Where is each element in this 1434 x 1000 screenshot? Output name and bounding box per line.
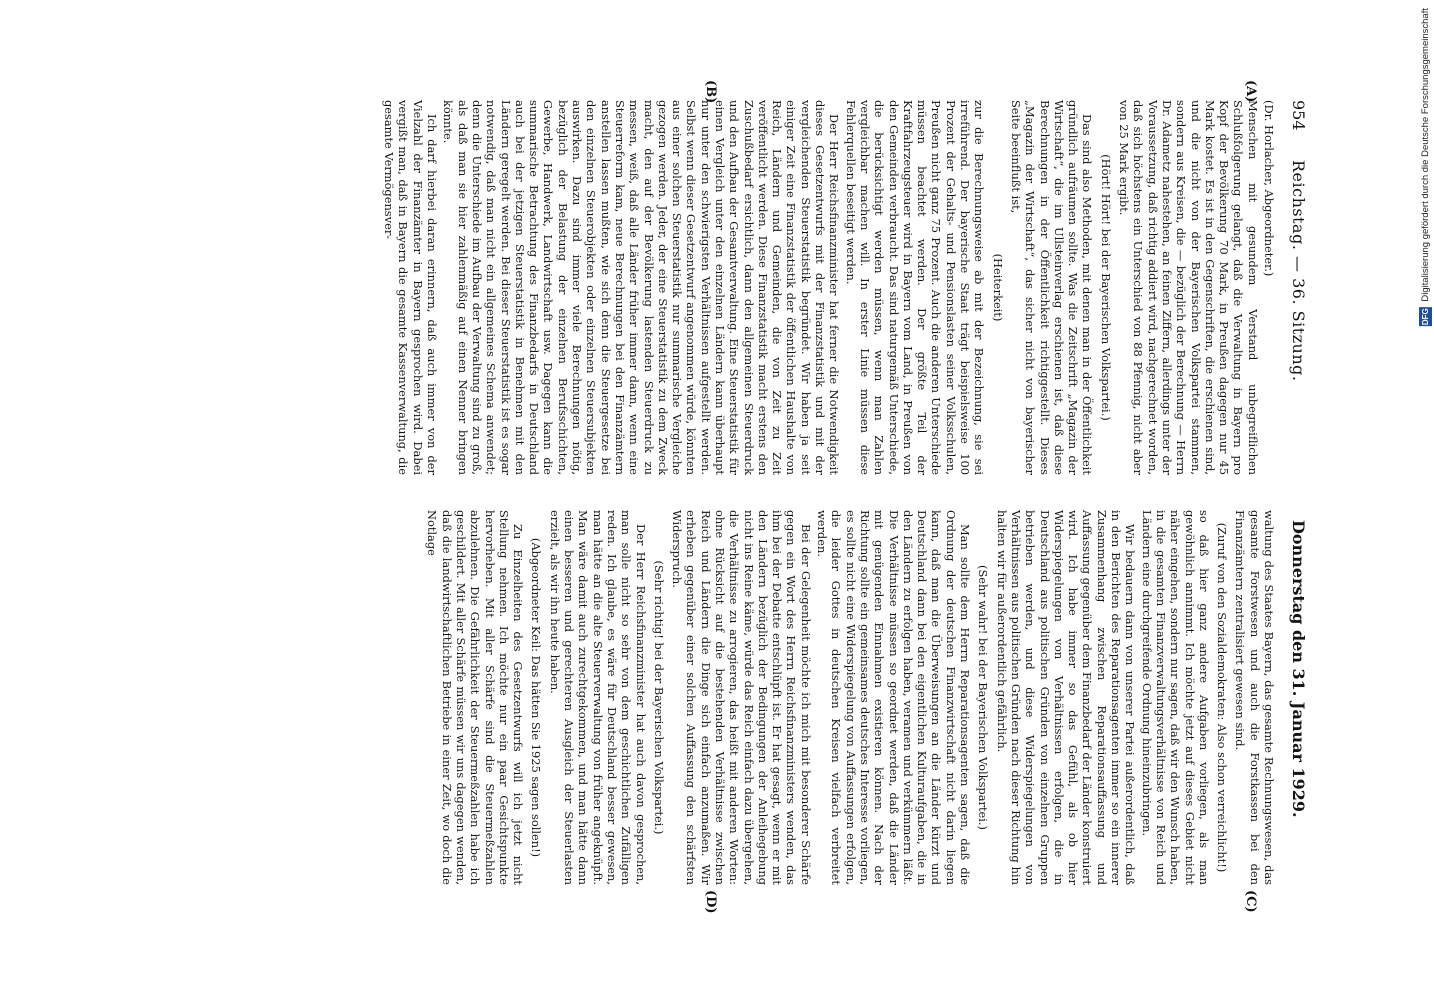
paragraph: zur die Berechnungsweise ab mit der Bezeichnung, sie sei irreführend. Der bayerische Staat trägt beispielsweise 100 Prozent der Gehalts- und Pensionslasten seiner Volksschulen, Preußen nicht ganz 75 Prozent. Auch die anderen Unterschiede müssen beachtet werden. Der größte Teil der Kraftfahrzeugsteuer wird in Bayern vom Land, in Preußen von den Gemeinden verbraucht. Das sind naturgemäß Unterschiede, die berücksichtigt werden müssen, wenn man Zahlen vergleichbar machen will. In erster Linie müssen diese Fehlerquellen beseitigt werden. <box>843 100 987 475</box>
running-title: Reichstag. — 36. Sitzung. <box>1289 160 1308 382</box>
interjection: (Heiterkeit) <box>990 253 1005 322</box>
paragraph: waltung des Staates Bayern, das gesamte Rechnungswesen, das gesamte Forstwesen und auch die Forstkassen bei den Finanzämtern zentralisiert gewesen sind. <box>1233 510 1276 885</box>
margin-letter-c: (C) <box>1243 890 1258 913</box>
paragraph: Der Herr Reichsfinanzminister hat ferner die Notwendigkeit dieses Gesetzentwurfs mit der Finanzstatistik und mit der vergleichenden Steuerstatistik begründet. Wir haben ja seit einiger Zeit eine Finanzstatistik der öffentlichen Haushalte von Reich, Ländern und Gemeinden, die von Zeit zu Zeit veröffentlicht werden. Diese Finanzstatistik macht erstens den Zuschußbedarf ersichtlich, dann den allgemeinen Steuerdruck und den Aufbau der Gesamtverwaltung. Eine Steuerstatistik für einen Vergleich unter den einzelnen Ländern kann überhaupt nur unter den schwierigsten Verhältnissen aufgestellt werden. Selbst wenn dieser Gesetzentwurf angenommen würde, könnten aus einer solchen Steuerstatistik nur summarische Vergleiche gezogen werden. Jeder, der eine Steuerstatistik zu dem Zweck macht, den auf der Bevölkerung lastenden Steuerdruck zu messen, weiß, daß alle Länder früher immer dann, wenn eine Steuerreform kam, neue Berechnungen bei den Finanzämtern anstellen lassen mußten, wie sich denn die Steuergesetze bei den einzelnen Steuerobjekten oder einzelnen Steuersubjekten auswirken. Dazu sind immer viele Berechnungen nötig, bezüglich der Belastung der einzelnen Berufsschichten, Gewerbe, Handwerk, Landwirtschaft usw. Dagegen kann die summarische Betrachtung des Finanzbedarfs in Deutschland auch bei der jetzigen Steuerstatistik in Benehmen mit den Ländern geregelt werden. Bei dieser Steuerstatistik ist es sogar notwendig, daß man nicht ein allgemeines Schema anwendet; denn die Unterschiede im Aufbau der Verwaltung sind zu groß, als daß man sie hier zahlenmäßig auf einen Nenner bringen könnte. <box>441 100 842 475</box>
paragraph: Der Herr Reichsfinanzminister hat auch davon gesprochen, man solle nicht so sehr von dem geschichtlichen Zufälligen reden. Ich glaube, es wäre für Deutschland besser gewesen, man hätte an die alte Steuerverwaltung von früher angeknüpft. Man wäre damit auch zurechtgekommen, und man hätte dann einen besseren und gerechteren Ausgleich der Steuerlasten erzielt, als wir ihn heute haben. <box>547 510 648 885</box>
margin-letter-a: (A) <box>1243 80 1258 103</box>
page-number: 954 <box>1289 100 1308 131</box>
interjection: (Sehr wahr! bei der Bayerischen Volkspartei.) <box>976 565 991 830</box>
speaker-tag: (Dr. Horlacher, Abgeordneter.) <box>1262 100 1276 277</box>
paragraph: Man sollte dem Herrn Reparationsagenten sagen, daß die Ordnung der deutschen Finanzwirtschaft nicht darin liegen kann, daß man die Überweisungen an die Länder kürzt und Deutschland dann bei den eigentlichen Kulturaufgaben, die in den Ländern zu erfolgen haben, veramen und verkümmern läßt. Die Verhältnisse müssen so geordnet werden, daß die Länder mit genügenden Einnahmen existieren können. Nach der Richtung sollte ein gemeinsames deutsches Interesse vorliegen, es sollte nicht eine Widerspiegelung von Auffassungen erfolgen, die leider Gottes in deutschen Kreisen vielfach verbreitet werden. <box>815 510 973 885</box>
interjection: (Zuruf von den Sozialdemokraten: Also schon verreichlicht!) <box>1215 522 1230 873</box>
paragraph: Zu Einzelheiten des Gesetzentwurfs will ich jetzt nicht Stellung nehmen. Ich möchte nur ein paar Gesichtspunkte hervorheben. Mit aller Schärfe sind die Steuermeßzahlen abzulehnen. Die Gefährlichkeit der Steuermeßzahlen habe ich geschildert. Mit aller Schärfe müssen wir uns dagegen wenden, daß die landwirtschaftlichen Betriebe in einer Zeit, wo doch die Notlage <box>425 510 526 885</box>
right-column <box>423 510 1276 885</box>
paragraph: Bei der Gelegenheit möchte ich mich mit besonderer Schärfe gegen ein Wort des Herrn Reichsfinanzministers wenden, das ihm bei der Debatte entschlüpft ist. Er hat gesagt, wenn er mit den Ländern bezüglich der Bedingungen der Anleihegebung nicht ins Reine käme, würde das Reich einfach dazu übergehen, die Verhältnisse zu arrogieren, das heißt mit anderen Worten: ohne Rücksicht auf die bestehenden Verhältnisse zwischen Reich und Ländern die Dinge sich einfach anzumaßen. Wir erheben gegenüber einer solchen Auffassung den schärfsten Widerspruch. <box>670 510 813 885</box>
interjection: (Sehr richtig! bei der Bayerischen Volkspartei.) <box>651 560 666 835</box>
digitization-text: Digitalisierung gefördert durch die Deutsche Forschungsgemeinschaft <box>1420 8 1431 302</box>
paragraph: Menschen mit gesundem Verstand unbegreiflichen Schlußfolgerung gelangt, daß die Verwaltung in Bayern pro Kopf der Bevölkerung 70 Mark, in Preußen dagegen nur 45 Mark kostet. Es ist in den Gegenschriften, die erschienen sind, und die nicht von der Bayerischen Volkspartei stammen, sondern aus Kreisen, die — bezüglich der Berechnung — Herrn Dr. Adametz nahestehen, an feinen Ziffern, allerdings unter der Voraussetzung, daß richtig addiert wird, nachgerechnet worden, daß sich höchstens ein Unterschied von 88 Pfennig, nicht aber von 25 Mark ergibt. <box>1117 100 1260 475</box>
interjection: (Abgeordneter Keil: Das hätten Sie 1925 sagen sollen!) <box>529 537 544 858</box>
interjection: (Hört! Hört! bei der Bayerischen Volkspartei.) <box>1098 154 1113 421</box>
scanned-page <box>18 82 1318 922</box>
margin-letter-b: (B) <box>703 80 718 104</box>
paragraph: Das sind also Methoden, mit denen man in der Öffentlichkeit gründlich aufräumen sollte. Was die Zeitschrift „Magazin der Wirtschaft“, die im Ullsteinverlag erschienen ist, daß diese Berechnungen in der Öffentlichkeit richtiggestellt. Dieses „Magazin der Wirtschaft“, das sicher nicht von bayerischer Seite beeinflußt ist, <box>1008 100 1095 475</box>
dfg-logo: DFG <box>1421 308 1430 326</box>
paragraph: so daß hier ganz andere Aufgaben vorliegen, als man gewöhnlich annimmt. Ich möchte jetzt auf dieses Gebiet nicht näher eingehen, sondern nur sagen, daß wir den Wunsch haben, in die gesamten Finanzverwaltungsverhältnisse von Reich und Ländern eine durchgreifende Ordnung hineinzubringen. <box>1139 510 1211 885</box>
margin-letter-d: (D) <box>703 890 718 914</box>
paragraph: Wir bedauern dann von unserer Partei außerordentlich, daß in den Berichten des Reparationsagenten immer so ein innerer Zusammenhang zwischen Reparationsauffassung und Auffassung gegenüber dem Finanzbedarf der Länder konstruiert wird. Ich habe immer so das Gefühl, als ob hier Widerspiegelungen von Verhältnissen erfolgen, die in Deutschland aus politischen Gründen von einzelnen Gruppen betrieben werden, und diese Widerspiegelungen von Verhältnissen aus politischen Gründen nach dieser Richtung hin halten wir für außerordentlich gefährlich. <box>994 510 1138 886</box>
date-line: Donnerstag den 31. Januar 1929. <box>1289 520 1308 818</box>
digitization-note <box>1419 8 1432 326</box>
left-column <box>380 100 1276 475</box>
page-header <box>1278 100 1318 910</box>
paragraph: Ich darf hierbei daran erinnern, daß auch immer von der Vielzahl der Finanzämter in Bayern gesprochen wird. Dabei vergißt man, daß in Bayern die gesamte Kassenverwaltung, die gesamte Vermögensver- <box>382 100 440 475</box>
